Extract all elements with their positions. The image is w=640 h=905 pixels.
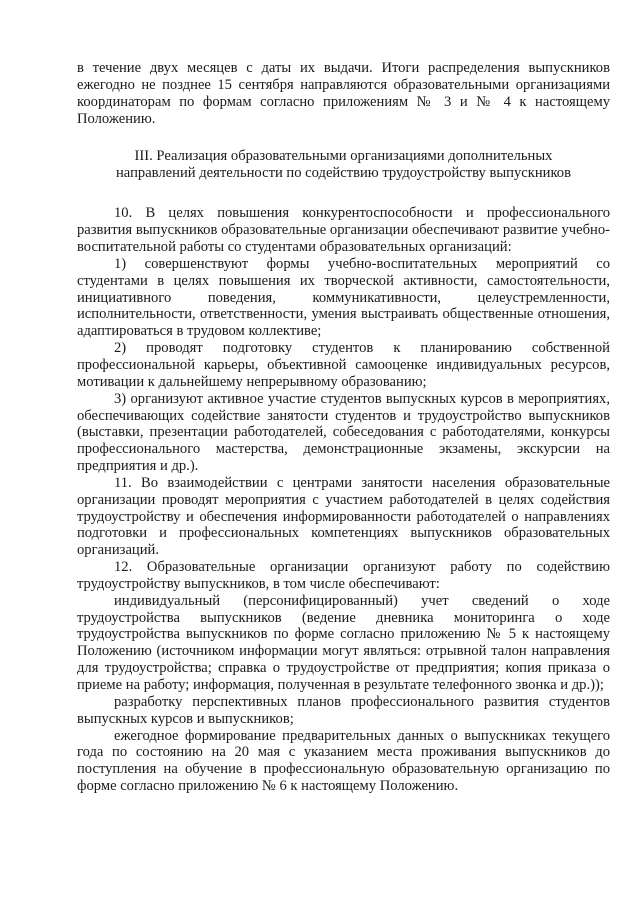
paragraph-item-12: 12. Образовательные организации организуют работу по содействию трудоустройству выпускников, в том числе обеспечивают: — [77, 559, 610, 592]
paragraph-item-12-c: ежегодное формирование предварительных данных о выпускниках текущего года по состоянию на 20 мая с указанием места проживания выпускников до поступления на обучение в профессиональную образовательную организацию по форме согласно приложению № 6 к настоящему Положению. — [77, 727, 610, 795]
paragraph-item-10-3: 3) организуют активное участие студентов выпускных курсов в мероприятиях, обеспечивающих содействие занятости студентов и трудоустройство выпускников (выставки, презентации работодателей, собеседования с работодателями, конкурсы профессионального мастерства, демонстрационные экзамены, экскурсии на предприятия и др.). — [77, 390, 610, 475]
paragraph-intro: в течение двух месяцев с даты их выдачи. Итоги распределения выпускников ежегодно не позднее 15 сентября направляются образовательными организациями координаторам по формам согласно приложениям № 3 и № 4 к настоящему Положению. — [77, 60, 610, 127]
paragraph-item-10-2: 2) проводят подготовку студентов к планированию собственной профессиональной карьеры, объективной самооценке индивидуальных ресурсов, мотивации к дальнейшему непрерывному образованию; — [77, 340, 610, 390]
paragraph-item-11: 11. Во взаимодействии с центрами занятости населения образовательные организации проводят мероприятия с участием работодателей в целях содействия трудоустройству и обеспечения информированности работодателей о направлениях подготовки и профессиональных компетенциях выпускников образовательных организаций. — [77, 474, 610, 559]
section-heading — [77, 148, 610, 182]
section-heading-line1: III. Реализация образовательными организациями дополнительных — [134, 148, 553, 165]
section-heading-line2: направлений деятельности по содействию трудоустройству выпускников — [116, 165, 571, 182]
paragraph-item-12-a: индивидуальный (персонифицированный) учет сведений о ходе трудоустройства выпускников (ведение дневника мониторинга о ходе трудоустройства выпускников по форме согласно приложению № 5 к настоящему Положению (источником информации могут являться: отрывной талон направления для трудоустройства; справка о трудоустройстве от предприятия; копия приказа о приеме на работу; информация, полученная в результате телефонного звонка и др.)); — [77, 592, 610, 693]
paragraph-item-10-1: 1) совершенствуют формы учебно-воспитательных мероприятий со студентами в целях повышения их творческой активности, самостоятельности, инициативного поведения, коммуникативности, целеустремленности, исполнительности, ответственности, умения выстраивать общественные отношения, адаптироваться в трудовом коллективе; — [77, 255, 610, 340]
paragraph-item-10: 10. В целях повышения конкурентоспособности и профессионального развития выпускников образовательные организации обеспечивают развитие учебно-воспитательной работы со студентами образовательных организаций: — [77, 205, 610, 256]
paragraph-item-12-b: разработку перспективных планов профессионального развития студентов выпускных курсов и выпускников; — [77, 693, 610, 727]
